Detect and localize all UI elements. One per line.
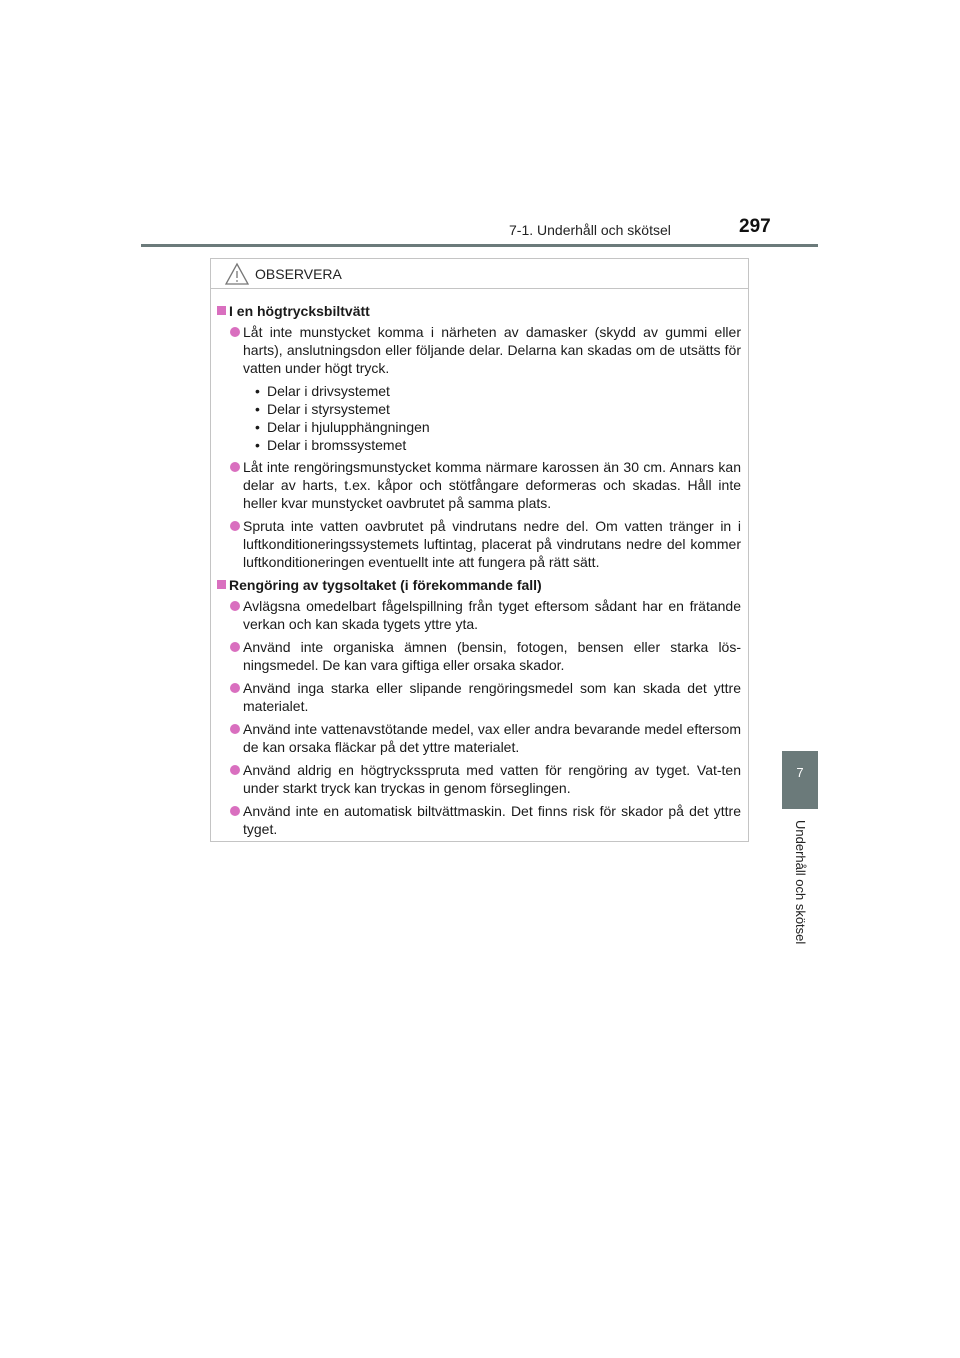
- list-item-text: Använd inte en automatisk biltvättmaskin. Det finns risk för skador på det yttre tyget.: [243, 803, 741, 837]
- section-heading: [217, 302, 741, 320]
- caution-title: OBSERVERA: [255, 266, 342, 282]
- circle-bullet-icon: [230, 601, 240, 611]
- circle-bullet-icon: [230, 462, 240, 472]
- list-item: [217, 323, 741, 377]
- square-bullet-icon: [217, 580, 226, 589]
- list-item-text: Låt inte rengöringsmunstycket komma närmare karossen än 30 cm. Annars kan delar av harts, t.ex. kåpor och stötfångare deformeras och skadas. Håll inte heller kvar munstycket oavbrutet på samma plats.: [243, 459, 741, 511]
- list-item-text: Avlägsna omedelbart fågelspillning från tyget eftersom sådant har en frätande verkan och kan skada tygets yttre yta.: [243, 598, 741, 632]
- list-item: [217, 517, 741, 571]
- list-item-text: Spruta inte vatten oavbrutet på vindrutans nedre del. Om vatten tränger in i luftkonditioneringssystemets luftintag, placerat på vindrutans nedre del kommer luftkonditioneringen eventuellt inte att fungera på rätt sätt.: [243, 518, 741, 570]
- section-heading-text: Rengöring av tygsoltaket (i förekommande fall): [229, 577, 542, 593]
- caution-header: [211, 259, 748, 289]
- warning-triangle-icon: [224, 262, 250, 286]
- circle-bullet-icon: [230, 327, 240, 337]
- list-item: [217, 720, 741, 756]
- section-heading-text: I en högtrycksbiltvätt: [229, 303, 370, 319]
- list-item: [217, 761, 741, 797]
- list-item: [217, 458, 741, 512]
- list-item-text: Använd inte organiska ämnen (bensin, fotogen, bensen eller starka lös-ningsmedel. De kan vara giftiga eller orsaka skador.: [243, 639, 741, 673]
- circle-bullet-icon: [230, 683, 240, 693]
- sub-list-item: • Delar i styrsystemet: [255, 400, 741, 418]
- running-header-section: 7-1. Underhåll och skötsel: [509, 222, 671, 238]
- caution-body: [211, 289, 748, 838]
- header-rule: [141, 244, 818, 247]
- list-item: [217, 679, 741, 715]
- sub-list-item: • Delar i bromssystemet: [255, 436, 741, 454]
- list-item-text: Använd inga starka eller slipande rengöringsmedel som kan skada det yttre materialet.: [243, 680, 741, 714]
- list-item-text: Använd inte vattenavstötande medel, vax eller andra bevarande medel eftersom de kan orsaka fläckar på det yttre materialet.: [243, 721, 741, 755]
- list-item: [217, 638, 741, 674]
- sub-list-item: • Delar i drivsystemet: [255, 382, 741, 400]
- list-item-text: Använd aldrig en högtrycksspruta med vatten för rengöring av tyget. Vat-ten under starkt tryck kan tryckas in genom förseglingen.: [243, 762, 741, 796]
- section-heading: [217, 576, 741, 594]
- chapter-side-label: Underhåll och skötsel: [793, 820, 808, 945]
- list-item-text: Låt inte munstycket komma i närheten av damasker (skydd av gummi eller harts), anslutningsdon eller följande delar. Delarna kan skadas om de utsätts för vatten under högt tryck.: [243, 324, 741, 376]
- circle-bullet-icon: [230, 724, 240, 734]
- circle-bullet-icon: [230, 642, 240, 652]
- list-item: [217, 597, 741, 633]
- sub-list: [217, 382, 741, 454]
- circle-bullet-icon: [230, 765, 240, 775]
- circle-bullet-icon: [230, 521, 240, 531]
- square-bullet-icon: [217, 306, 226, 315]
- chapter-tab: 7: [782, 751, 818, 809]
- circle-bullet-icon: [230, 806, 240, 816]
- sub-list-item: • Delar i hjulupphängningen: [255, 418, 741, 436]
- list-item: [217, 802, 741, 838]
- page-number: 297: [739, 216, 771, 237]
- caution-box: [210, 258, 749, 842]
